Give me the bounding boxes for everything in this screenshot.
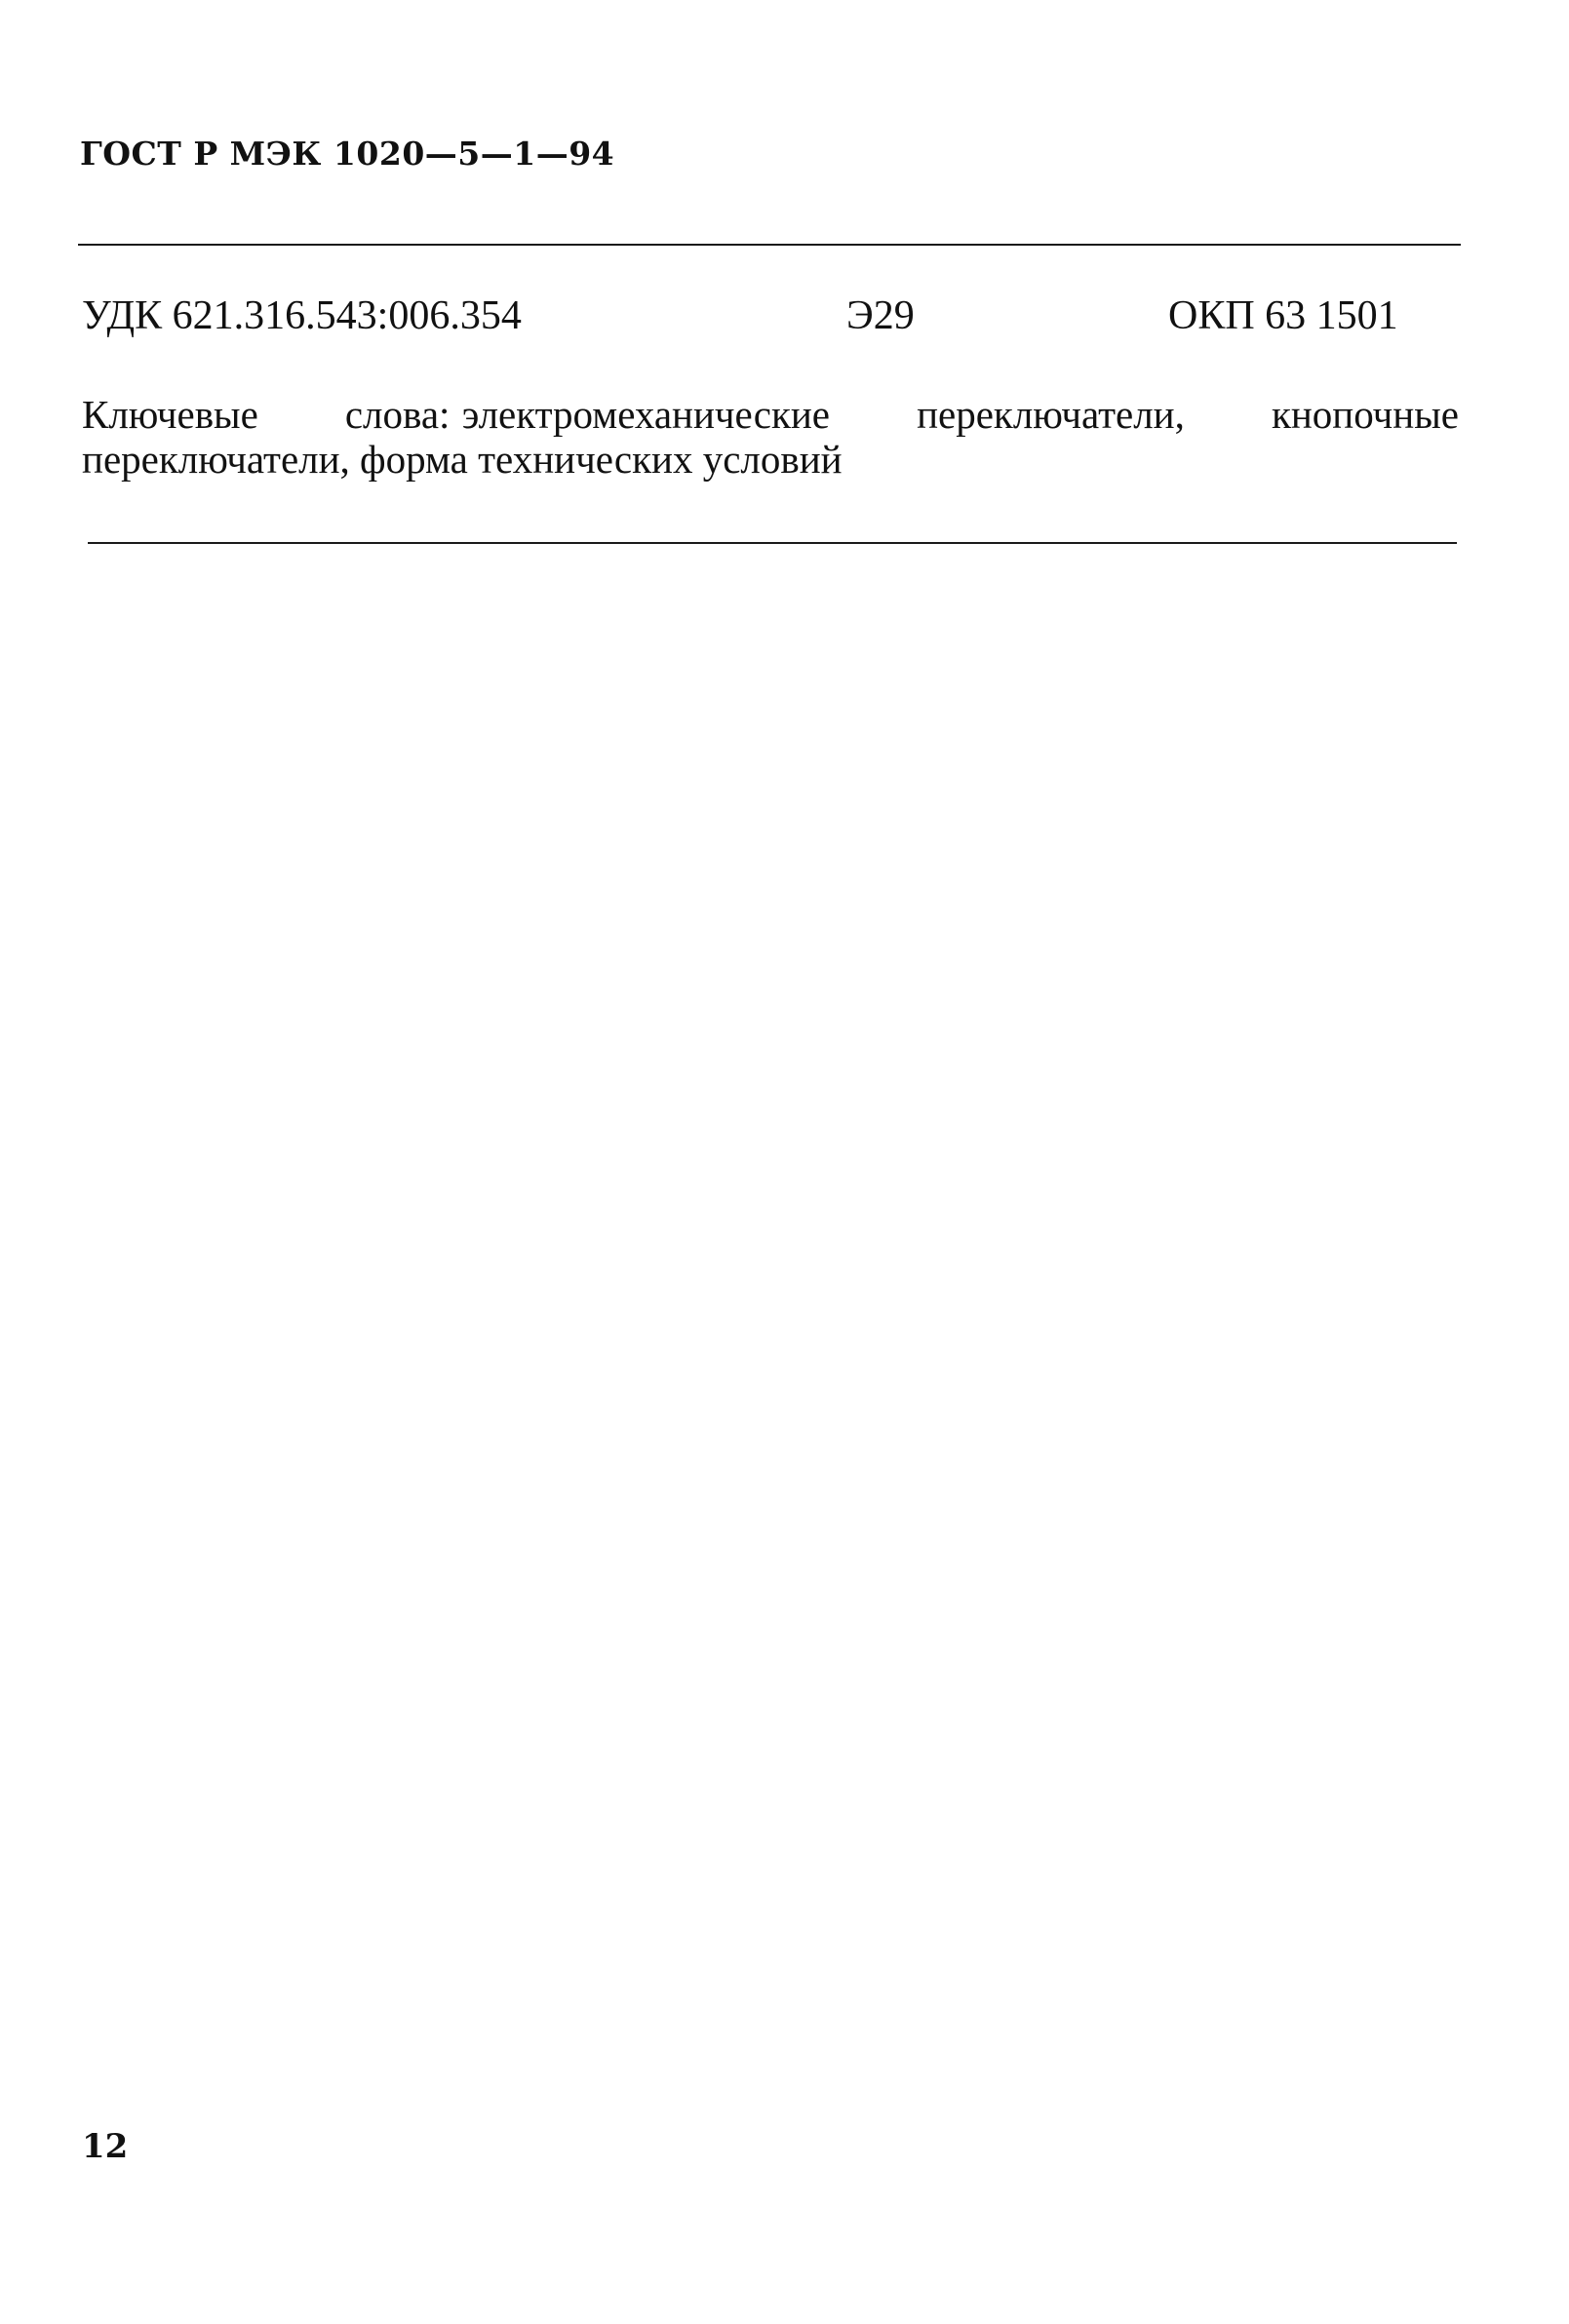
- page-number: 12: [82, 2127, 129, 2166]
- standard-designation: ГОСТ Р МЭК 1020—5—1—94: [80, 135, 615, 173]
- keywords-paragraph: [82, 392, 1459, 482]
- classification-group: Э29: [846, 293, 915, 338]
- bottom-divider: [88, 542, 1457, 544]
- keywords-label: Ключевые слова:: [82, 392, 451, 437]
- top-divider: [78, 244, 1461, 246]
- udc-code: УДК 621.316.543:006.354: [82, 293, 522, 338]
- okp-code: ОКП 63 1501: [1168, 293, 1398, 338]
- keywords-text: электромеханические переключатели, кнопочные переключатели, форма технических условий: [82, 392, 1459, 482]
